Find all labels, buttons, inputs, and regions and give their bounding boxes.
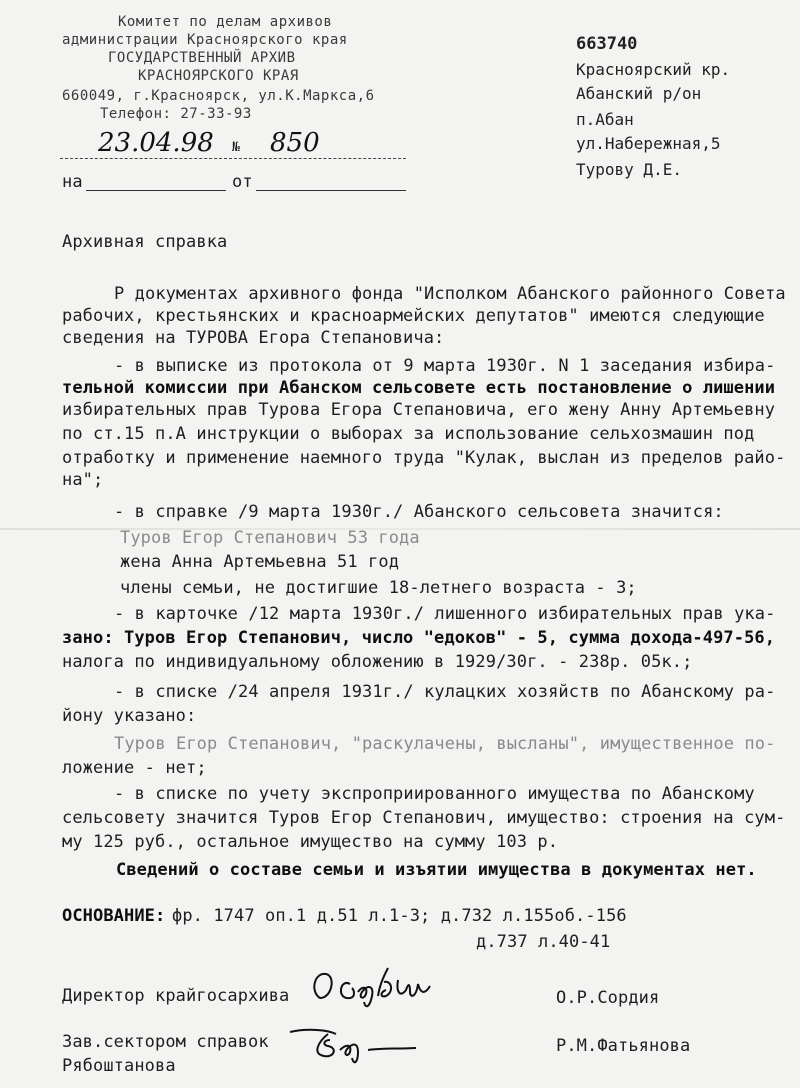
stamp-line: Телефон: 27-33-93 <box>100 106 252 122</box>
body-line: - в списке /24 апреля 1931г./ кулацких хозяйств по Абанскому ра- <box>114 682 776 702</box>
stamp-line: 660049, г.Красноярск, ул.К.Маркса,6 <box>62 88 375 104</box>
document-title: Архивная справка <box>62 232 228 252</box>
body-line: жена Анна Артемьевна 51 год <box>120 552 400 572</box>
na-label: на <box>62 172 83 192</box>
body-line: Р документах архивного фонда "Исполком Абанского районного Совета <box>114 284 786 304</box>
body-line: йону указано: <box>62 706 197 726</box>
head-name: Р.М.Фатьянова <box>556 1036 691 1056</box>
ot-rule <box>256 190 406 191</box>
director-signature <box>306 962 436 1012</box>
recipient-name: Турову Д.Е. <box>576 160 682 179</box>
director-title: Директор крайгосархива <box>62 986 290 1006</box>
head-subtitle: Рябоштанова <box>62 1056 176 1076</box>
body-conclusion: Сведений о составе семьи и изъятии имущества в документах нет. <box>116 860 757 880</box>
body-line: Туров Егор Степанович, "раскулачены, высланы", имущественное по- <box>114 734 776 754</box>
body-line: сельсовету значится Туров Егор Степанович, имущество: строения на сум- <box>62 808 786 828</box>
body-line: ложение - нет; <box>62 758 207 778</box>
body-line: по ст.15 п.А инструкции о выборах за использование сельхозмашин под <box>62 424 755 444</box>
basis-label: ОСНОВАНИЕ: <box>62 906 166 926</box>
body-line: на"; <box>62 470 104 490</box>
body-line: избирательных прав Турова Егора Степановича, его жену Анну Артемьевну <box>62 400 776 420</box>
ot-label: от <box>232 172 253 192</box>
head-signature <box>288 1018 428 1068</box>
na-rule <box>86 190 226 191</box>
handwritten-date: 23.04.98 <box>98 128 214 158</box>
body-line: сведения на ТУРОВА Егора Степановича: <box>62 328 445 348</box>
stamp-line: Комитет по делам архивов <box>118 14 333 30</box>
body-line: - в выписке из протокола от 9 марта 1930г. N 1 заседания избира- <box>114 356 776 376</box>
number-sign: № <box>232 140 240 155</box>
date-rule <box>60 158 406 159</box>
basis-line-2: д.737 л.40-41 <box>476 932 611 952</box>
stamp-line: ГОСУДАРСТВЕННЫЙ АРХИВ <box>108 50 296 66</box>
body-line: зано: Туров Егор Степанович, число "едоков" - 5, сумма дохода-497-56, <box>62 628 776 648</box>
stamp-line: администрации Красноярского края <box>62 32 348 48</box>
body-line: налога по индивидуальному обложению в 1929/30г. - 238р. 05к.; <box>62 652 693 672</box>
stamp-line: КРАСНОЯРСКОГО КРАЯ <box>138 68 299 84</box>
head-title: Зав.сектором справок <box>62 1032 269 1052</box>
body-line: тельной комиссии при Абанском сельсовете есть постановление о лишении <box>62 378 776 398</box>
recipient-postcode: 663740 <box>576 34 638 54</box>
recipient-line: Красноярский кр. <box>576 60 731 79</box>
recipient-line: ул.Набережная,5 <box>576 134 721 153</box>
body-line: рабочих, крестьянских и красноармейских депутатов" имеются следующие <box>62 306 765 326</box>
handwritten-number: 850 <box>270 128 320 158</box>
body-line: члены семьи, не достигшие 18-летнего возраста - 3; <box>120 578 637 598</box>
body-line: - в справке /9 марта 1930г./ Абанского сельсовета значится: <box>114 502 724 522</box>
recipient-line: п.Абан <box>576 110 634 129</box>
body-line: му 125 руб., остальное имущество на сумму 103 р. <box>62 832 559 852</box>
body-line: отработку и применение наемного труда "Кулак, выслан из пределов райо- <box>62 448 786 468</box>
recipient-line: Абанский р/он <box>576 84 702 103</box>
body-line: Туров Егор Степанович 53 года <box>120 528 420 548</box>
body-line: - в карточке /12 марта 1930г./ лишенного избирательных прав ука- <box>114 604 776 624</box>
body-line: - в списке по учету экспроприированного имущества по Абанскому <box>114 784 755 804</box>
basis-line-1: фр. 1747 оп.1 д.51 л.1-3; д.732 л.155об.-156 <box>172 906 627 926</box>
director-name: О.Р.Сордия <box>556 988 660 1008</box>
